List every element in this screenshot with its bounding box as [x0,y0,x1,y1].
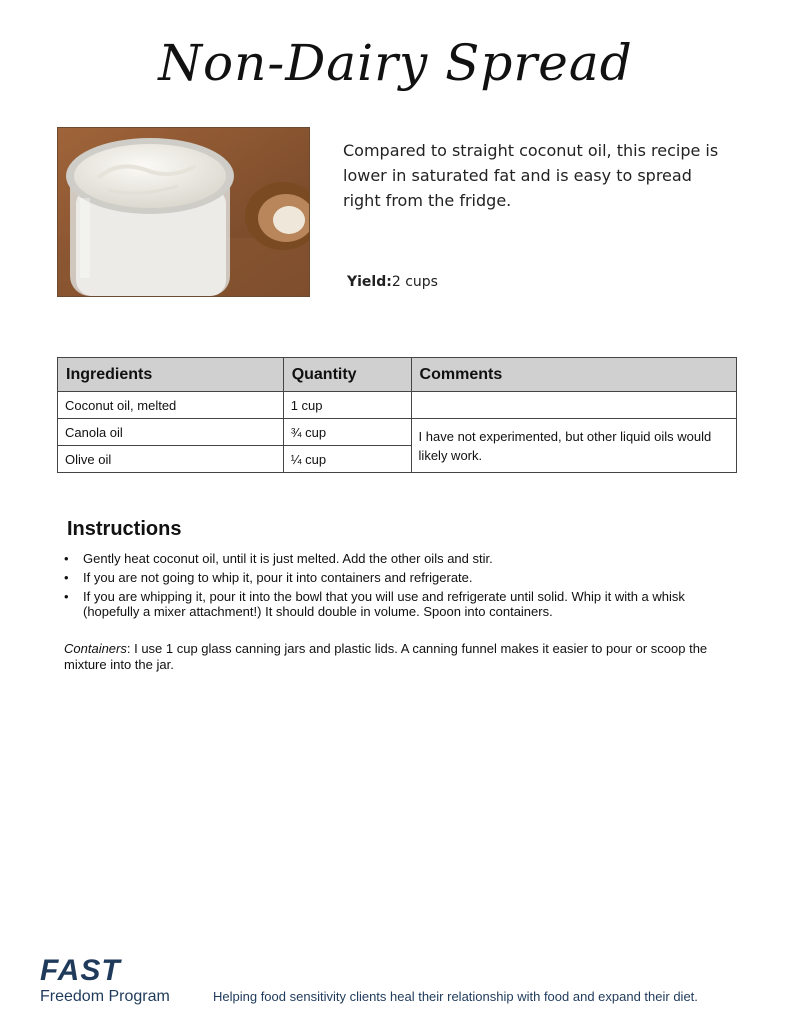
ingredient-cell: Olive oil [58,446,284,473]
table-header-row [58,358,737,392]
quantity-cell: ¼ cup [283,446,411,473]
list-item: • If you are not going to whip it, pour it into containers and refrigerate. [64,570,734,585]
page-title: Non-Dairy Spread [158,34,633,92]
table-row [58,392,737,419]
fast-logo: FAST [40,954,121,987]
list-item: • Gently heat coconut oil, until it is just melted. Add the other oils and stir. [64,551,734,566]
recipe-intro: Compared to straight coconut oil, this recipe is lower in saturated fat and is easy to spread right from the fridge. [343,141,719,210]
comment-cell: I have not experimented, but other liquid oils would likely work. [411,419,736,473]
header-comments: Comments [411,358,736,392]
header-quantity: Quantity [283,358,411,392]
instructions-heading: Instructions [67,518,182,540]
header-ingredients: Ingredients [58,358,284,392]
quantity-cell: 1 cup [283,392,411,419]
yield [347,274,438,290]
instructions-list [64,551,734,623]
program-name: Freedom Program [40,988,170,1005]
table-row [58,419,737,446]
ingredient-cell: Canola oil [58,419,284,446]
containers-text: : I use 1 cup glass canning jars and plastic lids. A canning funnel makes it easier to pour or scoop the mixture into the jar. [64,641,708,672]
spread-jar-photo [57,127,310,297]
containers-note [64,641,724,673]
quantity-cell: ¾ cup [283,419,411,446]
list-item: • If you are whipping it, pour it into the bowl that you will use and refrigerate until solid. Whip it with a whisk (hopefully a mixer attachment!) It should double in volume. Spoon into containers. [64,589,734,619]
yield-label: Yield: [347,274,392,290]
ingredient-cell: Coconut oil, melted [58,392,284,419]
containers-label: Containers [64,641,127,656]
comment-cell [411,392,736,419]
yield-value: 2 cups [391,274,438,290]
ingredients-table [57,357,737,473]
footer-tagline: Helping food sensitivity clients heal their relationship with food and expand their diet. [213,989,698,1004]
